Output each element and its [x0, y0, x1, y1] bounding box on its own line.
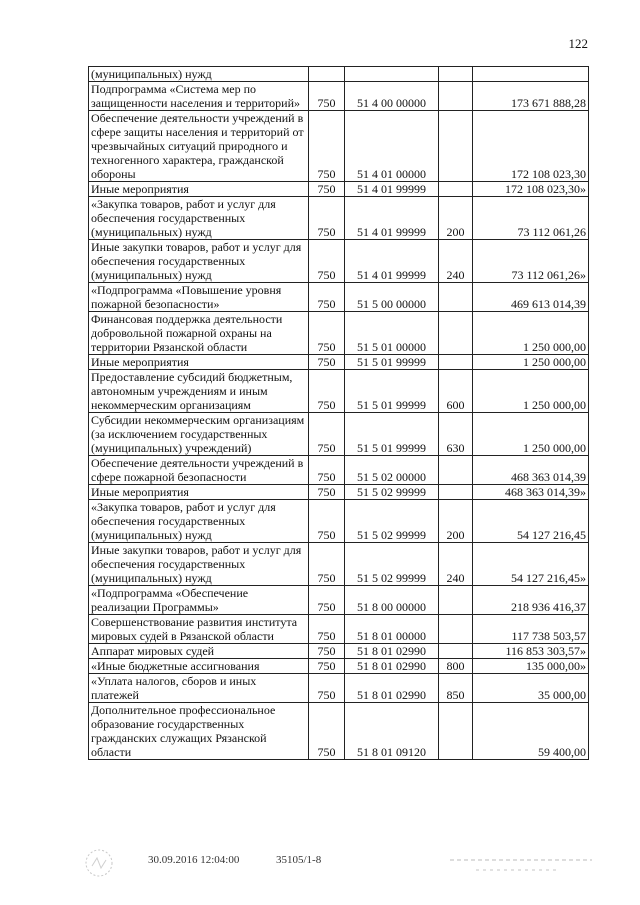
page-number: 122 — [568, 36, 588, 51]
seal-mark-icon — [82, 846, 116, 880]
table-row — [89, 500, 589, 543]
row-code: 750 — [309, 370, 345, 413]
row-target-article — [345, 67, 439, 82]
footer-document-number: 35105/1-8 — [276, 854, 322, 866]
row-sum: 1 250 000,00 — [473, 355, 589, 370]
table-row — [89, 413, 589, 456]
row-expense-type — [439, 82, 473, 111]
row-target-article: 51 5 02 99999 — [345, 543, 439, 586]
row-code: 750 — [309, 312, 345, 355]
row-sum: 54 127 216,45 — [473, 500, 589, 543]
row-name: Предоставление субсидий бюджетным, автономным учреждениям и иным некоммерческим организациям — [89, 370, 309, 413]
row-code: 750 — [309, 659, 345, 674]
row-sum: 468 363 014,39 — [473, 456, 589, 485]
row-code: 750 — [309, 182, 345, 197]
row-name: Финансовая поддержка деятельности добровольной пожарной охраны на территории Рязанской области — [89, 312, 309, 355]
row-expense-type — [439, 644, 473, 659]
row-expense-type — [439, 283, 473, 312]
row-sum: 469 613 014,39 — [473, 283, 589, 312]
row-target-article: 51 5 01 99999 — [345, 355, 439, 370]
row-name: «Закупка товаров, работ и услуг для обеспечения государственных (муниципальных) нужд — [89, 197, 309, 240]
table-row — [89, 67, 589, 82]
row-code: 750 — [309, 197, 345, 240]
table-row — [89, 674, 589, 703]
row-sum: 1 250 000,00 — [473, 413, 589, 456]
table-row — [89, 111, 589, 182]
row-name: Обеспечение деятельности учреждений в сфере защиты населения и территорий от чрезвычайных ситуаций природного и техногенного характера, гражданской обороны — [89, 111, 309, 182]
row-name: (муниципальных) нужд — [89, 67, 309, 82]
table-row — [89, 197, 589, 240]
row-code: 750 — [309, 240, 345, 283]
row-sum: 172 108 023,30» — [473, 182, 589, 197]
row-code: 750 — [309, 456, 345, 485]
row-code: 750 — [309, 355, 345, 370]
row-expense-type: 240 — [439, 240, 473, 283]
row-expense-type — [439, 312, 473, 355]
row-name: Иные мероприятия — [89, 182, 309, 197]
row-expense-type: 200 — [439, 500, 473, 543]
table-row — [89, 543, 589, 586]
row-code: 750 — [309, 586, 345, 615]
row-code: 750 — [309, 82, 345, 111]
row-sum: 73 112 061,26 — [473, 197, 589, 240]
row-sum: 1 250 000,00 — [473, 312, 589, 355]
row-target-article: 51 5 01 99999 — [345, 413, 439, 456]
row-name: Субсидии некоммерческим организациям (за исключением государственных (муниципальных) учреждений) — [89, 413, 309, 456]
row-expense-type: 600 — [439, 370, 473, 413]
table-row — [89, 283, 589, 312]
row-target-article: 51 5 02 00000 — [345, 456, 439, 485]
row-code: 750 — [309, 674, 345, 703]
row-expense-type: 630 — [439, 413, 473, 456]
table-row — [89, 240, 589, 283]
row-target-article: 51 4 01 99999 — [345, 240, 439, 283]
row-target-article: 51 4 00 00000 — [345, 82, 439, 111]
row-name: Аппарат мировых судей — [89, 644, 309, 659]
table-row — [89, 456, 589, 485]
budget-table-body — [89, 67, 589, 760]
row-name: «Закупка товаров, работ и услуг для обеспечения государственных (муниципальных) нужд — [89, 500, 309, 543]
row-expense-type: 200 — [439, 197, 473, 240]
row-expense-type — [439, 182, 473, 197]
row-code: 750 — [309, 615, 345, 644]
row-target-article: 51 8 01 02990 — [345, 674, 439, 703]
faded-stamp-icon — [446, 852, 596, 878]
row-target-article: 51 5 02 99999 — [345, 485, 439, 500]
row-expense-type — [439, 703, 473, 760]
row-sum: 54 127 216,45» — [473, 543, 589, 586]
budget-table — [88, 66, 589, 760]
table-row — [89, 615, 589, 644]
row-sum: 116 853 303,57» — [473, 644, 589, 659]
table-row — [89, 355, 589, 370]
row-expense-type: 850 — [439, 674, 473, 703]
footer-date: 30.09.2016 12:04:00 — [148, 854, 240, 866]
row-code: 750 — [309, 644, 345, 659]
row-target-article: 51 8 01 09120 — [345, 703, 439, 760]
table-row — [89, 644, 589, 659]
row-sum: 173 671 888,28 — [473, 82, 589, 111]
row-name: «Иные бюджетные ассигнования — [89, 659, 309, 674]
table-row — [89, 659, 589, 674]
row-target-article: 51 5 01 99999 — [345, 370, 439, 413]
row-expense-type — [439, 615, 473, 644]
row-expense-type — [439, 456, 473, 485]
row-code: 750 — [309, 703, 345, 760]
row-expense-type — [439, 485, 473, 500]
table-row — [89, 370, 589, 413]
row-code — [309, 67, 345, 82]
table-row — [89, 703, 589, 760]
row-target-article: 51 4 01 99999 — [345, 182, 439, 197]
row-code: 750 — [309, 413, 345, 456]
row-sum: 468 363 014,39» — [473, 485, 589, 500]
row-sum: 59 400,00 — [473, 703, 589, 760]
table-row — [89, 312, 589, 355]
table-row — [89, 182, 589, 197]
row-target-article: 51 8 01 02990 — [345, 659, 439, 674]
row-target-article: 51 5 02 99999 — [345, 500, 439, 543]
row-target-article: 51 8 01 00000 — [345, 615, 439, 644]
row-name: Совершенствование развития института мировых судей в Рязанской области — [89, 615, 309, 644]
row-sum: 35 000,00 — [473, 674, 589, 703]
row-name: «Подпрограмма «Обеспечение реализации Программы» — [89, 586, 309, 615]
row-name: «Уплата налогов, сборов и иных платежей — [89, 674, 309, 703]
row-name: Дополнительное профессиональное образование государственных гражданских служащих Рязанской области — [89, 703, 309, 760]
row-sum: 218 936 416,37 — [473, 586, 589, 615]
row-expense-type — [439, 111, 473, 182]
row-name: Обеспечение деятельности учреждений в сфере пожарной безопасности — [89, 456, 309, 485]
row-expense-type — [439, 67, 473, 82]
row-name: «Подпрограмма «Повышение уровня пожарной безопасности» — [89, 283, 309, 312]
table-row — [89, 82, 589, 111]
row-code: 750 — [309, 485, 345, 500]
row-target-article: 51 5 01 00000 — [345, 312, 439, 355]
row-sum: 1 250 000,00 — [473, 370, 589, 413]
row-sum: 73 112 061,26» — [473, 240, 589, 283]
row-sum: 172 108 023,30 — [473, 111, 589, 182]
row-expense-type — [439, 586, 473, 615]
row-sum — [473, 67, 589, 82]
table-row — [89, 485, 589, 500]
table-row — [89, 586, 589, 615]
row-target-article: 51 5 00 00000 — [345, 283, 439, 312]
row-target-article: 51 4 01 00000 — [345, 111, 439, 182]
row-name: Иные закупки товаров, работ и услуг для обеспечения государственных (муниципальных) нужд — [89, 543, 309, 586]
row-name: Подпрограмма «Система мер по защищенности населения и территорий» — [89, 82, 309, 111]
row-expense-type — [439, 355, 473, 370]
row-sum: 117 738 503,57 — [473, 615, 589, 644]
row-name: Иные мероприятия — [89, 485, 309, 500]
row-code: 750 — [309, 543, 345, 586]
row-target-article: 51 4 01 99999 — [345, 197, 439, 240]
row-code: 750 — [309, 500, 345, 543]
row-code: 750 — [309, 283, 345, 312]
row-target-article: 51 8 00 00000 — [345, 586, 439, 615]
row-code: 750 — [309, 111, 345, 182]
row-expense-type: 800 — [439, 659, 473, 674]
row-name: Иные закупки товаров, работ и услуг для обеспечения государственных (муниципальных) нужд — [89, 240, 309, 283]
row-expense-type: 240 — [439, 543, 473, 586]
row-sum: 135 000,00» — [473, 659, 589, 674]
row-target-article: 51 8 01 02990 — [345, 644, 439, 659]
row-name: Иные мероприятия — [89, 355, 309, 370]
